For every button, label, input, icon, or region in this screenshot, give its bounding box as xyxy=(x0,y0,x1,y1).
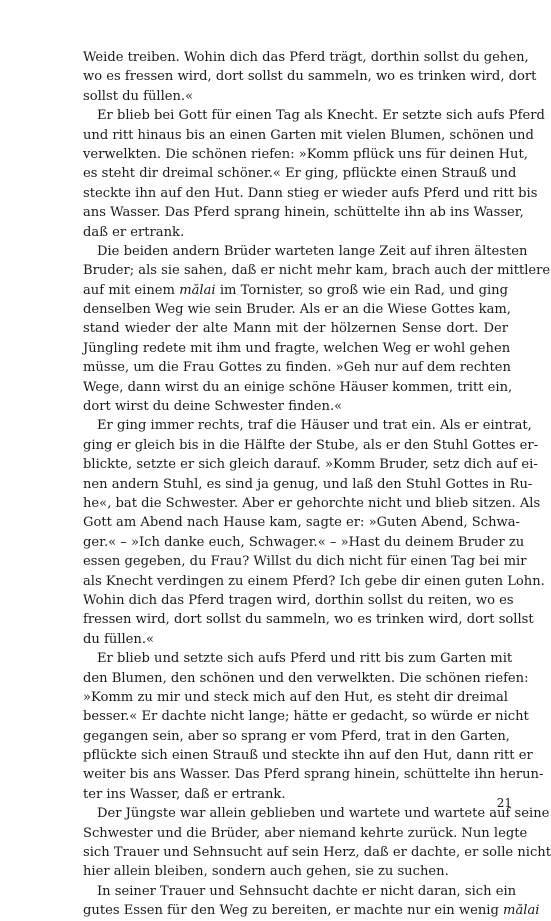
text-line: sich Trauer und Sehnsucht auf sein Herz, daß er dachte, er solle nicht xyxy=(83,845,551,861)
text-line: Bruder; als sie sahen, daß er nicht mehr kam, brach auch der mittlere xyxy=(83,263,551,279)
text-line: sollst du füllen.« xyxy=(83,88,194,104)
text-line: daß er ertrank. xyxy=(83,224,185,240)
text-line: steckte ihn auf den Hut. Dann stieg er wieder aufs Pferd und ritt bis xyxy=(83,185,538,201)
italic-word: mălai xyxy=(503,903,540,919)
text-line: besser.« Er dachte nicht lange; hätte er gedacht, so würde er nicht xyxy=(83,709,529,725)
text-line: blickte, setzte er sich gleich darauf. »Komm Bruder, setz dich auf ei- xyxy=(83,457,538,473)
text-line: Die beiden andern Brüder warteten lange Zeit auf ihren ältesten xyxy=(97,243,528,259)
text-line: Wege, dann wirst du an einige schöne Häuser kommen, tritt ein, xyxy=(83,379,513,395)
italic-word: mălai xyxy=(179,282,216,298)
text-line: müsse, um die Frau Gottes zu finden. »Geh nur auf dem rechten xyxy=(83,360,511,376)
text-line: Gott am Abend nach Hause kam, sagte er: »Guten Abend, Schwa- xyxy=(83,515,520,531)
page-number: 21 xyxy=(496,796,512,810)
text-line: ging er gleich bis in die Hälfte der Stube, als er den Stuhl Gottes er- xyxy=(83,437,539,453)
text-line: es steht dir dreimal schöner.« Er ging, pflückte einen Strauß und xyxy=(83,166,517,182)
text-line: verwelkten. Die schönen riefen: »Komm pflück uns für deinen Hut, xyxy=(83,146,528,162)
text-line: gutes Essen für den Weg zu bereiten, er machte nur ein wenig mălai xyxy=(83,903,540,919)
text-line: nen andern Stuhl, es sind ja genug, und laß den Stuhl Gottes in Ru- xyxy=(83,476,533,492)
text-line: fressen wird, dort sollst du sammeln, wo es trinken wird, dort sollst xyxy=(83,612,534,628)
text-line: und ritt hinaus bis an einen Garten mit vielen Blumen, schönen und xyxy=(83,127,534,143)
text-line: auf mit einem mălai im Tornister, so groß wie ein Rad, und ging xyxy=(83,282,508,298)
text-line: pflückte sich einen Strauß und steckte ihn auf den Hut, dann ritt er xyxy=(83,748,533,764)
text-line: ans Wasser. Das Pferd sprang hinein, schüttelte ihn ab ins Wasser, xyxy=(83,205,524,221)
text-line: weiter bis ans Wasser. Das Pferd sprang hinein, schüttelte ihn herun- xyxy=(83,767,544,783)
text-line: he«, bat die Schwester. Aber er gehorchte nicht und blieb sitzen. Als xyxy=(83,495,541,511)
text-line: Er ging immer rechts, traf die Häuser und trat ein. Als er eintrat, xyxy=(97,418,532,434)
text-line: wo es fressen wird, dort sollst du sammeln, wo es trinken wird, dort xyxy=(83,69,537,85)
text-line: In seiner Trauer und Sehnsucht dachte er nicht daran, sich ein xyxy=(97,883,517,899)
text-line: du füllen.« xyxy=(83,631,154,647)
text-line: gegangen sein, aber so sprang er vom Pferd, trat in den Garten, xyxy=(83,728,510,744)
body-text xyxy=(83,48,551,921)
text-line: »Komm zu mir und steck mich auf den Hut, es steht dir dreimal xyxy=(83,689,508,705)
text-line: essen gegeben, du Frau? Willst du dich nicht für einen Tag bei mir xyxy=(83,554,527,570)
text-line: den Blumen, den schönen und den verwelkten. Die schönen riefen: xyxy=(83,670,529,686)
text-line: Er blieb bei Gott für einen Tag als Knecht. Er setzte sich aufs Pferd xyxy=(97,108,545,124)
text-line: Er blieb und setzte sich aufs Pferd und ritt bis zum Garten mit xyxy=(97,651,513,667)
text-line: hier allein bleiben, sondern auch gehen, sie zu suchen. xyxy=(83,864,449,880)
text-line: Wohin dich das Pferd tragen wird, dorthin sollst du reiten, wo es xyxy=(83,592,514,608)
text-line: ter ins Wasser, daß er ertrank. xyxy=(83,786,286,802)
text-line: als Knecht verdingen zu einem Pferd? Ich gebe dir einen guten Lohn. xyxy=(83,573,545,589)
text-line: Schwester und die Brüder, aber niemand kehrte zurück. Nun legte xyxy=(83,825,528,841)
text-line: Weide treiben. Wohin dich das Pferd trägt, dorthin sollst du gehen, xyxy=(83,50,529,65)
text-line: Jüngling redete mit ihm und fragte, welchen Weg er wohl gehen xyxy=(83,340,511,356)
text-line: ger.« – »Ich danke euch, Schwager.« – »Hast du deinem Bruder zu xyxy=(83,534,525,550)
text-line: dort wirst du deine Schwester finden.« xyxy=(83,399,343,415)
text-line: denselben Weg wie sein Bruder. Als er an die Wiese Gottes kam, xyxy=(83,302,511,318)
text-line: stand wieder der alte Mann mit der hölzernen Sense dort. Der xyxy=(83,321,508,337)
text-line: Der Jüngste war allein geblieben und wartete und wartete auf seine xyxy=(97,806,550,822)
